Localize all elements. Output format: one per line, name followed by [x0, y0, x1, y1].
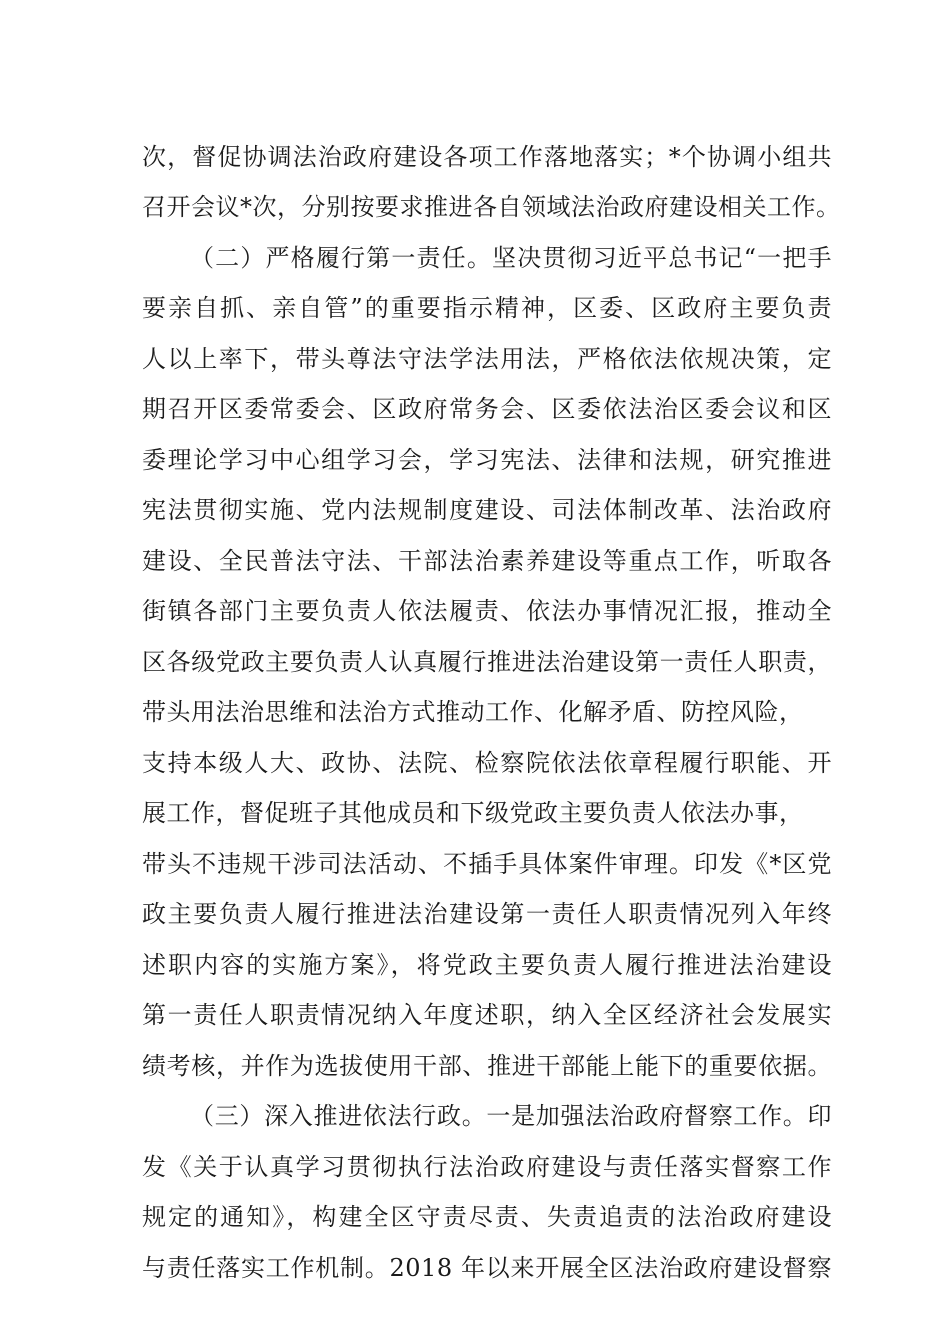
section-heading-line: （三）深入推进依法行政。一是加强法治政府督察工作。印 [190, 1102, 832, 1130]
text-line: 宪法贯彻实施、党内法规制度建设、司法体制改革、法治政府 [142, 496, 832, 524]
text-line: 带头不违规干涉司法活动、不插手具体案件审理。印发《*区党 [142, 850, 832, 878]
text-line: 规定的通知》，构建全区守责尽责、失责追责的法治政府建设 [142, 1203, 832, 1231]
text-line: 述职内容的实施方案》，将党政主要负责人履行推进法治建设 [142, 951, 832, 979]
text-line: 政主要负责人履行推进法治建设第一责任人职责情况列入年终 [142, 900, 832, 928]
text-line: 街镇各部门主要负责人依法履责、依法办事情况汇报，推动全 [142, 597, 832, 625]
text-line: 召开会议*次，分别按要求推进各自领域法治政府建设相关工作。 [142, 193, 841, 221]
text-line: 绩考核，并作为选拔使用干部、推进干部能上能下的重要依据。 [142, 1052, 832, 1080]
text-line: 发《关于认真学习贯彻执行法治政府建设与责任落实督察工作 [142, 1153, 832, 1181]
text-line: 带头用法治思维和法治方式推动工作、化解矛盾、防控风险， [142, 698, 804, 726]
text-line: 期召开区委常委会、区政府常务会、区委依法治区委会议和区 [142, 395, 832, 423]
text-line: 人以上率下，带头尊法守法学法用法，严格依法依规决策，定 [142, 345, 832, 373]
text-line: 委理论学习中心组学习会，学习宪法、法律和法规，研究推进 [142, 446, 832, 474]
text-line: 支持本级人大、政协、法院、检察院依法依章程履行职能、开 [142, 749, 832, 777]
text-line: 建设、全民普法守法、干部法治素养建设等重点工作，听取各 [142, 547, 832, 575]
section-heading-line: （二）严格履行第一责任。坚决贯彻习近平总书记“一把手 [190, 244, 832, 272]
text-line: 次，督促协调法治政府建设各项工作落地落实；*个协调小组共 [142, 143, 832, 171]
text-line: 要亲自抓、亲自管”的重要指示精神，区委、区政府主要负责 [142, 294, 832, 322]
text-line: 第一责任人职责情况纳入年度述职，纳入全区经济社会发展实 [142, 1001, 832, 1029]
text-line: 与责任落实工作机制。2018 年以来开展全区法治政府建设督察 [142, 1254, 832, 1282]
text-line: 区各级党政主要负责人认真履行推进法治建设第一责任人职责， [142, 648, 832, 676]
text-line: 展工作，督促班子其他成员和下级党政主要负责人依法办事， [142, 799, 804, 827]
